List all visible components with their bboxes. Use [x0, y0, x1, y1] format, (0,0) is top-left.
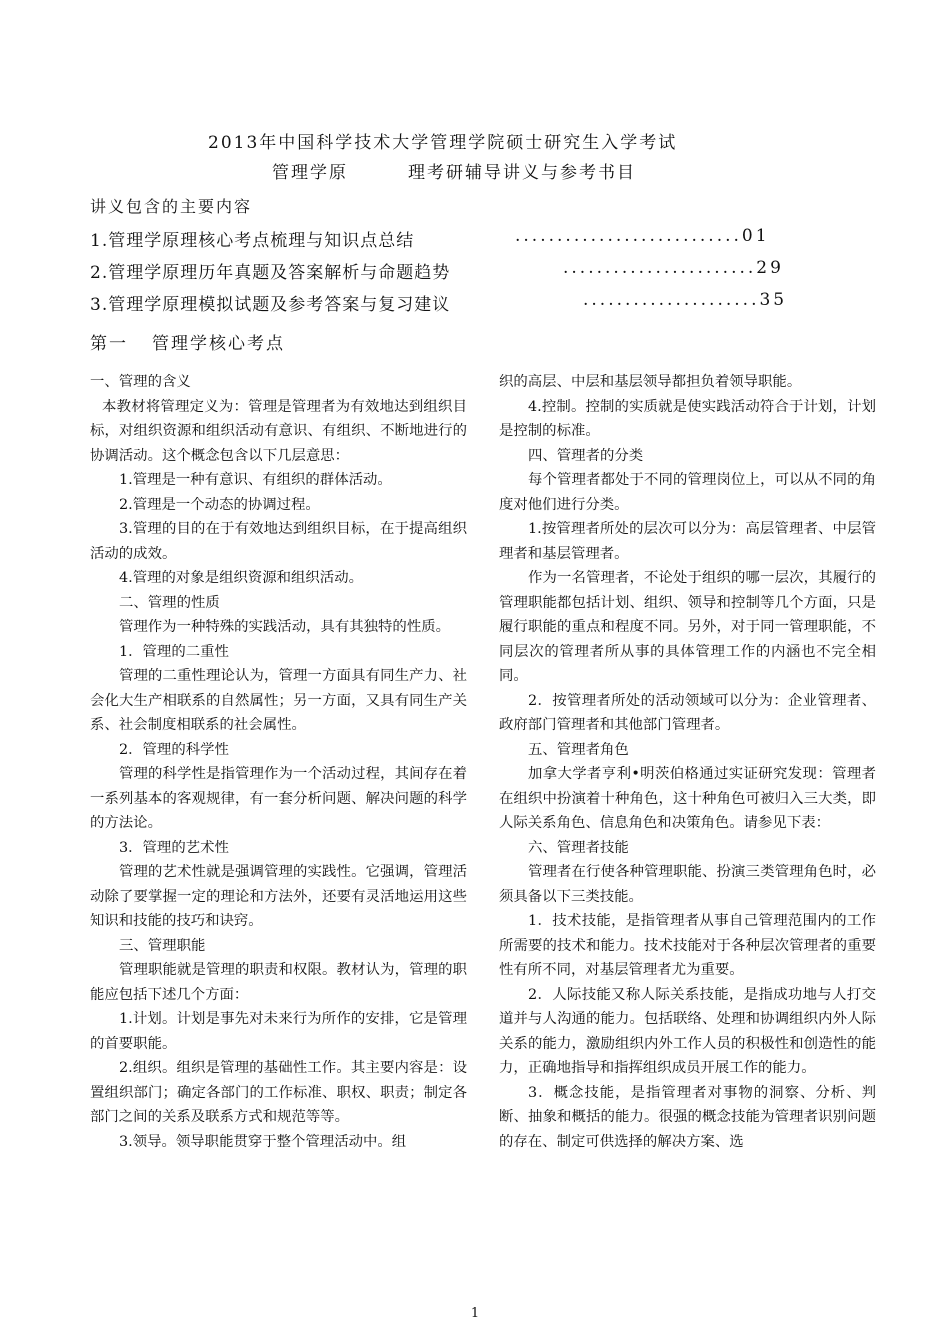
paragraph: 织的高层、中层和基层领导都担负着领导职能。	[499, 374, 802, 390]
paragraph: 1.计划。计划是事先对未来行为所作的安排，它是管理的首要职能。	[90, 1011, 467, 1052]
paragraph: 四、管理者的分类	[528, 447, 644, 464]
paragraph: 3．管理的艺术性	[119, 839, 229, 856]
paragraph: 管理的艺术性就是强调管理的实践性。它强调，管理活动除了要掌握一定的理论和方法外，还要有灵活地运用这些知识和技能的技巧和诀窍。	[90, 864, 467, 929]
paragraph: 2．人际技能又称人际关系技能，是指成功地与人打交道并与人沟通的能力。包括联络、处理和协调组织内外人际关系的能力，激励组织内外工作人员的积极性和创造性的能力，正确地指导和指挥组织成员开展工作的能力。	[499, 986, 876, 1076]
paragraph: 3．概念技能，是指管理者对事物的洞察、分析、判断、抽象和概括的能力。很强的概念技能为管理者识别问题的存在、制定可供选择的解决方案、选	[499, 1084, 876, 1150]
subtitle-part-a: 管理学原	[272, 163, 348, 183]
paragraph: 管理者在行使各种管理职能、扮演三类管理角色时，必须具备以下三类技能。	[499, 864, 876, 905]
paragraph: 二、管理的性质	[119, 594, 220, 611]
paragraph: 加拿大学者亨利•明茨伯格通过实证研究发现：管理者在组织中扮演着十种角色，这十种角色可被归入三大类，即人际关系角色、信息角色和决策角色。请参见下表：	[499, 766, 876, 831]
toc-entry-leader: .....................35	[583, 290, 788, 310]
toc-entry-leader: ...........................01	[515, 226, 770, 246]
paragraph: 五、管理者角色	[528, 741, 629, 758]
paragraph: 1.按管理者所处的层次可以分为：高层管理者、中层管理者和基层管理者。	[499, 521, 876, 562]
toc-entry-label: 3.管理学原理模拟试题及参考答案与复习建议	[90, 295, 451, 315]
document-title: 2013年中国科学技术大学管理学院硕士研究生入学考试	[208, 133, 678, 153]
paragraph: 4.控制。控制的实质就是使实践活动符合于计划，计划是控制的标准。	[499, 398, 876, 439]
paragraph: 每个管理者都处于不同的管理岗位上，可以从不同的角度对他们进行分类。	[499, 472, 876, 513]
toc-heading: 讲义包含的主要内容	[90, 197, 253, 216]
paragraph: 六、管理者技能	[528, 839, 629, 856]
chapter-number: 第一	[90, 334, 128, 354]
toc-entry-page: 29	[756, 258, 784, 278]
paragraph: 3.领导。领导职能贯穿于整个管理活动中。组	[119, 1133, 407, 1150]
toc-entry	[90, 290, 845, 314]
paragraph: 2．管理的科学性	[119, 741, 229, 758]
paragraph: 2．按管理者所处的活动领域可以分为：企业管理者、政府部门管理者和其他部门管理者。	[499, 692, 876, 733]
toc-entry-leader: .......................29	[563, 258, 784, 278]
page-number: 1	[470, 1306, 480, 1321]
subtitle-part-b: 理考研辅导讲义与参考书目	[408, 163, 636, 183]
paragraph: 管理作为一种特殊的实践活动，具有其独特的性质。	[119, 619, 450, 635]
toc-entry	[90, 226, 845, 250]
paragraph: 3.管理的目的在于有效地达到组织目标，在于提高组织活动的成效。	[90, 521, 467, 562]
right-text-column	[499, 370, 876, 1154]
paragraph: 三、管理职能	[119, 937, 206, 954]
left-text-column	[90, 370, 467, 1154]
toc-entry-page: 01	[741, 226, 770, 246]
chapter-heading	[90, 329, 285, 354]
paragraph: 作为一名管理者，不论处于组织的哪一层次，其履行的管理职能都包括计划、组织、领导和控制等几个方面，只是履行职能的重点和程度不同。另外，对于同一管理职能，不同层次的管理者所从事的具体管理工作的内涵也不完全相同。	[499, 570, 876, 684]
toc-entry	[90, 258, 845, 282]
paragraph: 1．管理的二重性	[119, 643, 229, 660]
paragraph: 管理职能就是管理的职责和权限。教材认为，管理的职能应包括下述几个方面：	[90, 962, 467, 1003]
paragraph: 2.组织。组织是管理的基础性工作。其主要内容是：设置组织部门；确定各部门的工作标准、职权、职责；制定各部门之间的关系及联系方式和规范等等。	[90, 1060, 467, 1125]
paragraph: 2.管理是一个动态的协调过程。	[119, 496, 320, 513]
chapter-title: 管理学核心考点	[152, 334, 285, 354]
paragraph: 1．技术技能，是指管理者从事自己管理范围内的工作所需要的技术和能力。技术技能对于各种层次管理者的重要性有所不同，对基层管理者尤为重要。	[499, 913, 876, 978]
paragraph: 管理的科学性是指管理作为一个活动过程，其间存在着一系列基本的客观规律，有一套分析问题、解决问题的科学的方法论。	[90, 766, 467, 831]
paragraph: 一、管理的含义	[90, 374, 191, 390]
toc-entry-label: 1.管理学原理核心考点梳理与知识点总结	[90, 231, 415, 251]
toc-entry-label: 2.管理学原理历年真题及答案解析与命题趋势	[90, 263, 451, 283]
toc-entry-page: 35	[759, 290, 788, 310]
document-subtitle	[0, 158, 950, 183]
paragraph: 1.管理是一种有意识、有组织的群体活动。	[119, 472, 392, 488]
paragraph: 4.管理的对象是组织资源和组织活动。	[119, 570, 363, 586]
paragraph: 管理的二重性理论认为，管理一方面具有同生产力、社会化大生产相联系的自然属性；另一方面，又具有同生产关系、社会制度相联系的社会属性。	[90, 668, 467, 733]
paragraph: 本教材将管理定义为：管理是管理者为有效地达到组织目标，对组织资源和组织活动有意识、有组织、不断地进行的协调活动。这个概念包含以下几层意思：	[90, 398, 467, 464]
